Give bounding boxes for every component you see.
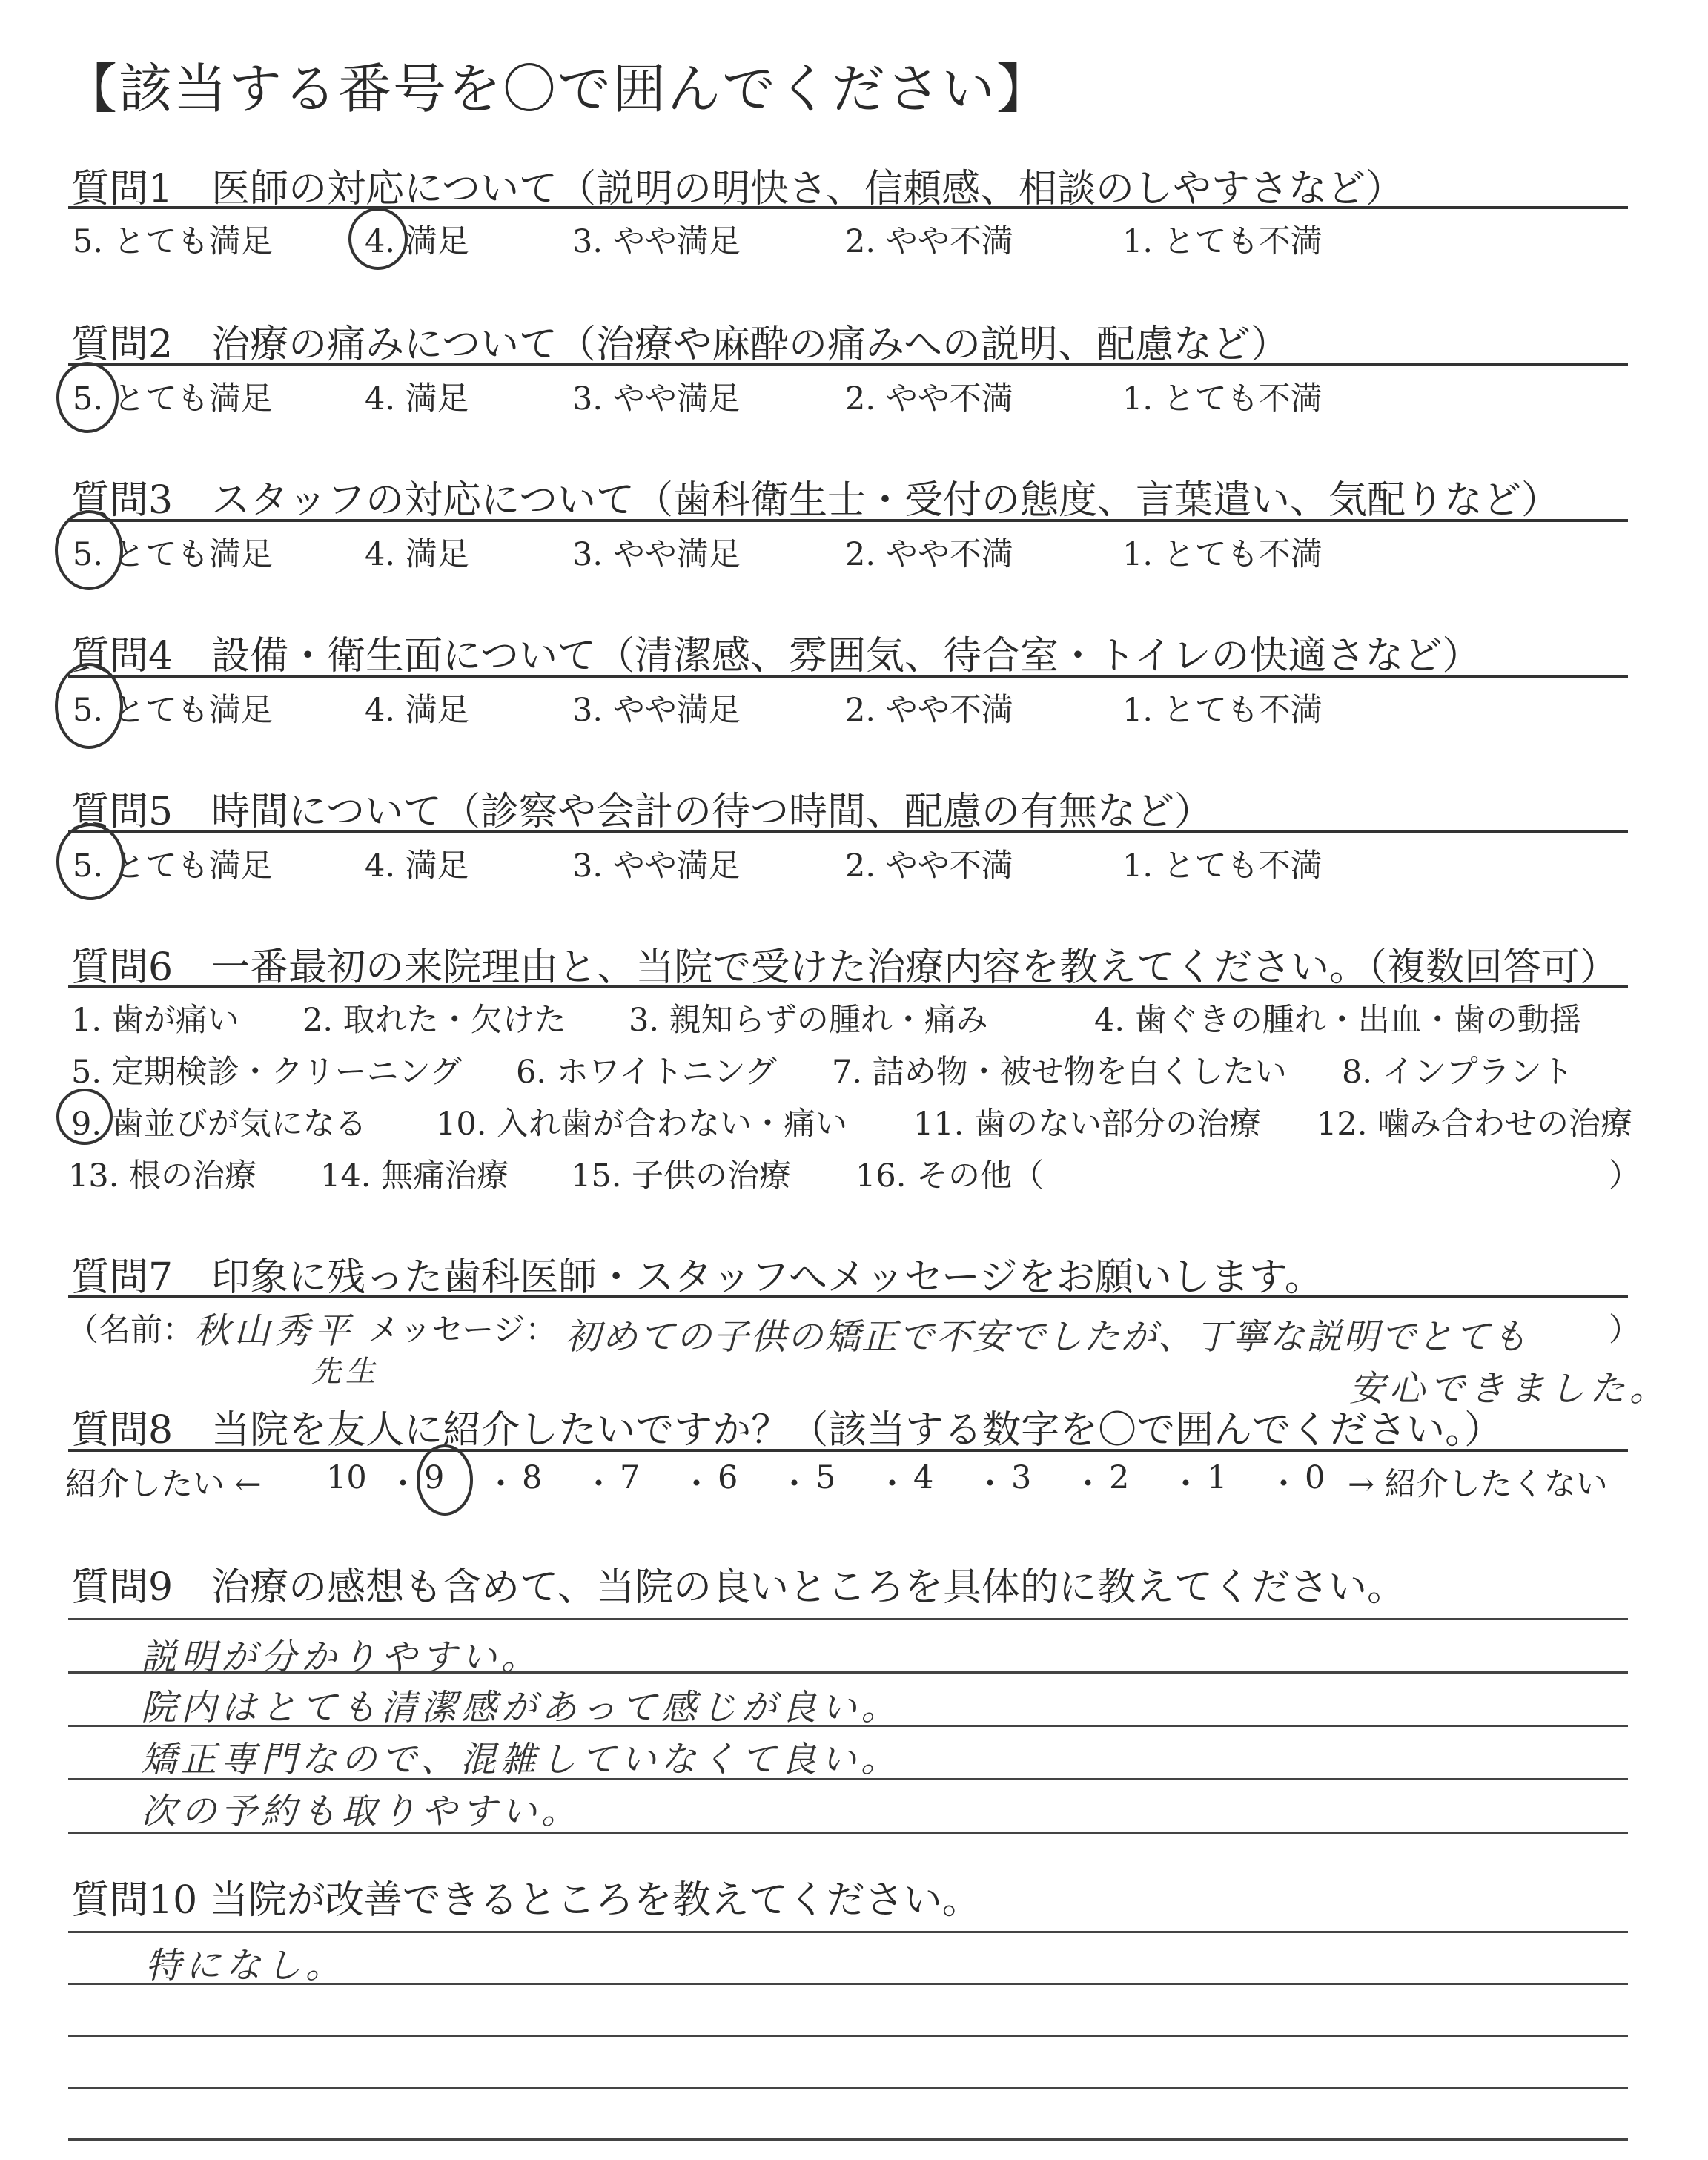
q6-option-10[interactable]: 10. 入れ歯が合わない・痛い [436, 1106, 848, 1143]
q8-scale-separator: ・ [1170, 1466, 1202, 1503]
question-6-title: 質問6 一番最初の来院理由と、当院で受けた治療内容を教えてください。（複数回答可） [71, 945, 1619, 990]
q2-option-5[interactable]: 5. とても満足 [73, 380, 273, 417]
q6-option-11[interactable]: 11. 歯のない部分の治療 [913, 1106, 1262, 1143]
q8-scale-separator: ・ [974, 1466, 1006, 1503]
q5-circle-mark [58, 825, 123, 899]
q1-option-3[interactable]: 3. やや満足 [572, 223, 741, 260]
q8-scale-4[interactable]: 4 [913, 1459, 934, 1496]
q3-option-1[interactable]: 1. とても不満 [1122, 536, 1323, 573]
q1-option-1[interactable]: 1. とても不満 [1122, 223, 1323, 260]
q7-name-label: （名前： [67, 1312, 194, 1349]
q4-option-3[interactable]: 3. やや満足 [572, 692, 741, 729]
q5-option-3[interactable]: 3. やや満足 [572, 848, 741, 885]
q7-message-line-1[interactable]: 初めての子供の矯正で不安でしたが、丁寧な説明でとても [565, 1316, 1529, 1358]
q6-option-14[interactable]: 14. 無痛治療 [320, 1157, 509, 1195]
q5-option-2[interactable]: 2. やや不満 [845, 848, 1013, 885]
q2-option-1[interactable]: 1. とても不満 [1122, 380, 1323, 417]
question-2-title: 質問2 治療の痛みについて（治療や麻酔の痛みへの説明、配慮など） [71, 323, 1290, 367]
q9-answer-1[interactable]: 説明が分かりやすい。 [141, 1636, 542, 1678]
question-7-title: 質問7 印象に残った歯科医師・スタッフへメッセージをお願いします。 [71, 1255, 1323, 1300]
question-5-title: 質問5 時間について（診察や会計の待つ時間、配慮の有無など） [71, 790, 1214, 834]
q6-option-1[interactable]: 1. 歯が痛い [71, 1002, 239, 1039]
q9-answer-4[interactable]: 次の予約も取りやすい。 [141, 1791, 582, 1832]
q3-option-2[interactable]: 2. やや不満 [845, 536, 1013, 573]
q3-option-3[interactable]: 3. やや満足 [572, 536, 741, 573]
q1-option-2[interactable]: 2. やや不満 [845, 223, 1013, 260]
q6-option-3[interactable]: 3. 親知らずの腫れ・痛み [629, 1002, 988, 1039]
question-8-title: 質問8 当院を友人に紹介したいですか？（該当する数字を〇で囲んでください。） [71, 1408, 1503, 1453]
q8-scale-separator: ・ [583, 1466, 615, 1503]
q8-scale-1[interactable]: 1 [1207, 1459, 1228, 1496]
q8-scale-separator: ・ [387, 1466, 419, 1503]
q6-option-16[interactable]: 16. その他（ [855, 1157, 1045, 1195]
q8-scale-6[interactable]: 6 [718, 1459, 738, 1496]
q8-scale-separator: ・ [778, 1466, 810, 1503]
q8-scale-separator: ・ [1268, 1466, 1300, 1503]
q8-circle-mark [418, 1446, 471, 1514]
q6-option-9[interactable]: 9. 歯並びが気になる [71, 1106, 367, 1143]
question-1-title: 質問1 医師の対応について（説明の明快さ、信頼感、相談のしやすさなど） [71, 167, 1404, 211]
q7-name-value[interactable]: 秋山秀平 [194, 1310, 355, 1352]
q8-scale-separator: ・ [876, 1466, 908, 1503]
q6-option-13[interactable]: 13. 根の治療 [68, 1157, 257, 1195]
q7-close-paren: ） [1609, 1312, 1641, 1349]
q6-circle-mark [58, 1090, 111, 1143]
q5-option-1[interactable]: 1. とても不満 [1122, 848, 1323, 885]
q8-scale-9[interactable]: 9 [424, 1459, 445, 1496]
q8-scale-0[interactable]: 0 [1305, 1459, 1325, 1496]
page-heading: 【該当する番号を〇で囲んでください】 [64, 58, 1052, 120]
q3-option-4[interactable]: 4. 満足 [365, 536, 469, 573]
q1-circle-mark [350, 209, 406, 268]
q9-answer-3[interactable]: 矯正専門なので、混雑していなくて良い。 [141, 1739, 901, 1780]
q6-option-5[interactable]: 5. 定期検診・クリーニング [71, 1054, 462, 1091]
q10-answer-1[interactable]: 特になし。 [145, 1945, 346, 1986]
q1-option-4[interactable]: 4. 満足 [365, 223, 469, 260]
q6-option-15[interactable]: 15. 子供の治療 [571, 1157, 792, 1195]
q8-scale-separator: ・ [485, 1466, 517, 1503]
q8-scale-2[interactable]: 2 [1109, 1459, 1130, 1496]
q6-option-16-close: ） [1609, 1157, 1641, 1195]
q8-scale-separator: ・ [1072, 1466, 1104, 1503]
q2-circle-mark [58, 363, 117, 432]
question-3-title: 質問3 スタッフの対応について（歯科衛生士・受付の態度、言葉遣い、気配りなど） [71, 478, 1560, 523]
q8-right-label: → 紹介したくない [1348, 1466, 1608, 1503]
question-4-title: 質問4 設備・衛生面について（清潔感、雰囲気、待合室・トイレの快適さなど） [71, 634, 1481, 678]
q6-option-6[interactable]: 6. ホワイトニング [516, 1054, 777, 1091]
q4-option-4[interactable]: 4. 満足 [365, 692, 469, 729]
q5-option-4[interactable]: 4. 満足 [365, 848, 469, 885]
q7-message-line-2[interactable]: 安心できました。 [1349, 1368, 1670, 1410]
q8-left-label: 紹介したい ← [65, 1466, 262, 1503]
q7-message-label: メッセージ： [368, 1312, 557, 1349]
q2-option-4[interactable]: 4. 満足 [365, 380, 469, 417]
q6-option-2[interactable]: 2. 取れた・欠けた [302, 1002, 566, 1039]
q3-circle-mark [56, 512, 122, 589]
q8-scale-8[interactable]: 8 [522, 1459, 543, 1496]
q4-option-1[interactable]: 1. とても不満 [1122, 692, 1323, 729]
q4-circle-mark [56, 664, 122, 747]
q4-option-2[interactable]: 2. やや不満 [845, 692, 1013, 729]
q1-option-5[interactable]: 5. とても満足 [73, 223, 273, 260]
q6-option-7[interactable]: 7. 詰め物・被せ物を白くしたい [832, 1054, 1287, 1091]
q6-option-12[interactable]: 12. 噛み合わせの治療 [1317, 1106, 1633, 1143]
q8-scale-separator: ・ [681, 1466, 712, 1503]
q9-answer-2[interactable]: 院内はとても清潔感があって感じが良い。 [141, 1687, 901, 1728]
q2-option-2[interactable]: 2. やや不満 [845, 380, 1013, 417]
q8-scale-3[interactable]: 3 [1011, 1459, 1032, 1496]
q8-scale-5[interactable]: 5 [815, 1459, 836, 1496]
q4-option-5[interactable]: 5. とても満足 [73, 692, 273, 729]
q2-option-3[interactable]: 3. やや満足 [572, 380, 741, 417]
q6-option-4[interactable]: 4. 歯ぐきの腫れ・出血・歯の動揺 [1094, 1002, 1581, 1039]
q7-name-suffix: 先生 [311, 1355, 380, 1389]
q8-scale-7[interactable]: 7 [620, 1459, 640, 1496]
q5-option-5[interactable]: 5. とても満足 [73, 848, 273, 885]
q6-option-8[interactable]: 8. インプラント [1342, 1054, 1574, 1091]
q3-option-5[interactable]: 5. とても満足 [73, 536, 273, 573]
question-9-title: 質問9 治療の感想も含めて、当院の良いところを具体的に教えてください。 [71, 1565, 1406, 1610]
q8-scale-10[interactable]: 10 [326, 1459, 367, 1496]
question-10-title: 質問10 当院が改善できるところを教えてください。 [71, 1878, 981, 1923]
